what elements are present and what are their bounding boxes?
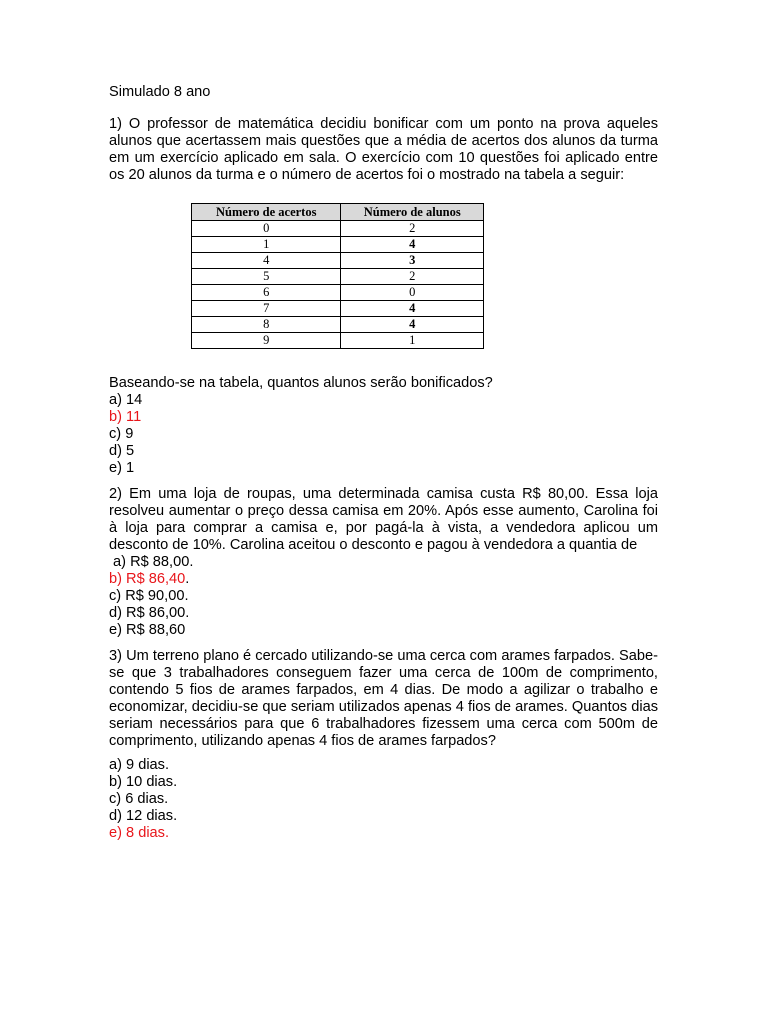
q1-option-b-answer: b) 11 (109, 409, 142, 425)
question-3-text: 3) Um terreno plano é cercado utilizando-se uma cerca com arames farpados. Sabe-se que 3 trabalhadores conseguem fazer uma cerca de 100m de comprimento, contendo 5 fios de arames farpados, em 4 dias. De modo a agilizar o trabalho e economizar, decidiu-se que seriam utilizados apenas 4 fios de arames. Quantos dias seriam necessários para que 6 trabalhadores fizessem uma cerca com 500m de comprimento, utilizando apenas 4 fios de arames farpados? (109, 648, 658, 749)
table-row (192, 269, 484, 285)
table-cell-alunos: 2 (341, 221, 484, 237)
q2-option-e: e) R$ 88,60 (109, 622, 186, 638)
table-header-acertos: Número de acertos (192, 204, 341, 221)
table-cell-alunos: 1 (341, 333, 484, 349)
table-row (192, 317, 484, 333)
q2-option-b-answer: b) R$ 86,40 (109, 571, 186, 587)
q2-option-b-period: . (185, 571, 190, 587)
table-row (192, 221, 484, 237)
table-header-row (192, 204, 484, 221)
table-cell-alunos: 3 (341, 253, 484, 269)
question-2-text: 2) Em uma loja de roupas, uma determinada camisa custa R$ 80,00. Essa loja resolveu aumentar o preço dessa camisa em 20%. Após esse aumento, Carolina foi à loja para comprar a camisa e, por pagá-la à vista, a vendedora aplicou um desconto de 10%. Carolina aceitou o desconto e pagou à vendedora a quantia de (109, 486, 658, 553)
q2-option-c: c) R$ 90,00. (109, 588, 189, 604)
table-row (192, 253, 484, 269)
table-row (192, 301, 484, 317)
table-cell-alunos: 4 (341, 301, 484, 317)
q1-option-a: a) 14 (109, 392, 143, 408)
q2-option-d: d) R$ 86,00. (109, 605, 190, 621)
table-cell-alunos: 4 (341, 237, 484, 253)
q3-option-a: a) 9 dias. (109, 757, 170, 773)
q1-option-c: c) 9 (109, 426, 134, 442)
table-cell-acertos: 7 (192, 301, 341, 317)
table-cell-acertos: 6 (192, 285, 341, 301)
document-title: Simulado 8 ano (109, 84, 211, 100)
table-header-alunos: Número de alunos (341, 204, 484, 221)
table-cell-acertos: 0 (192, 221, 341, 237)
document-page (109, 84, 658, 842)
table-cell-acertos: 5 (192, 269, 341, 285)
results-table-container (191, 203, 484, 349)
table-row (192, 333, 484, 349)
q3-option-b: b) 10 dias. (109, 774, 178, 790)
q3-option-c: c) 6 dias. (109, 791, 169, 807)
table-cell-acertos: 4 (192, 253, 341, 269)
table-cell-acertos: 8 (192, 317, 341, 333)
q3-option-e-answer: e) 8 dias. (109, 825, 170, 841)
question-1-prompt: Baseando-se na tabela, quantos alunos serão bonificados? (109, 375, 493, 391)
results-table (191, 203, 484, 349)
question-1-text: 1) O professor de matemática decidiu bonificar com um ponto na prova aqueles alunos que acertassem mais questões que a média de acertos dos alunos da turma em um exercício aplicado em sala. O exercício com 10 questões foi aplicado entre os 20 alunos da turma e o número de acertos foi o mostrado na tabela a seguir: (109, 116, 658, 183)
q1-option-d: d) 5 (109, 443, 135, 459)
table-cell-alunos: 2 (341, 269, 484, 285)
q1-option-e: e) 1 (109, 460, 135, 476)
table-row (192, 285, 484, 301)
table-row (192, 237, 484, 253)
q3-option-d: d) 12 dias. (109, 808, 178, 824)
q2-option-a: a) R$ 88,00. (109, 554, 194, 570)
table-cell-acertos: 9 (192, 333, 341, 349)
q2-option-b-line (109, 571, 658, 588)
table-cell-alunos: 4 (341, 317, 484, 333)
table-cell-alunos: 0 (341, 285, 484, 301)
table-cell-acertos: 1 (192, 237, 341, 253)
